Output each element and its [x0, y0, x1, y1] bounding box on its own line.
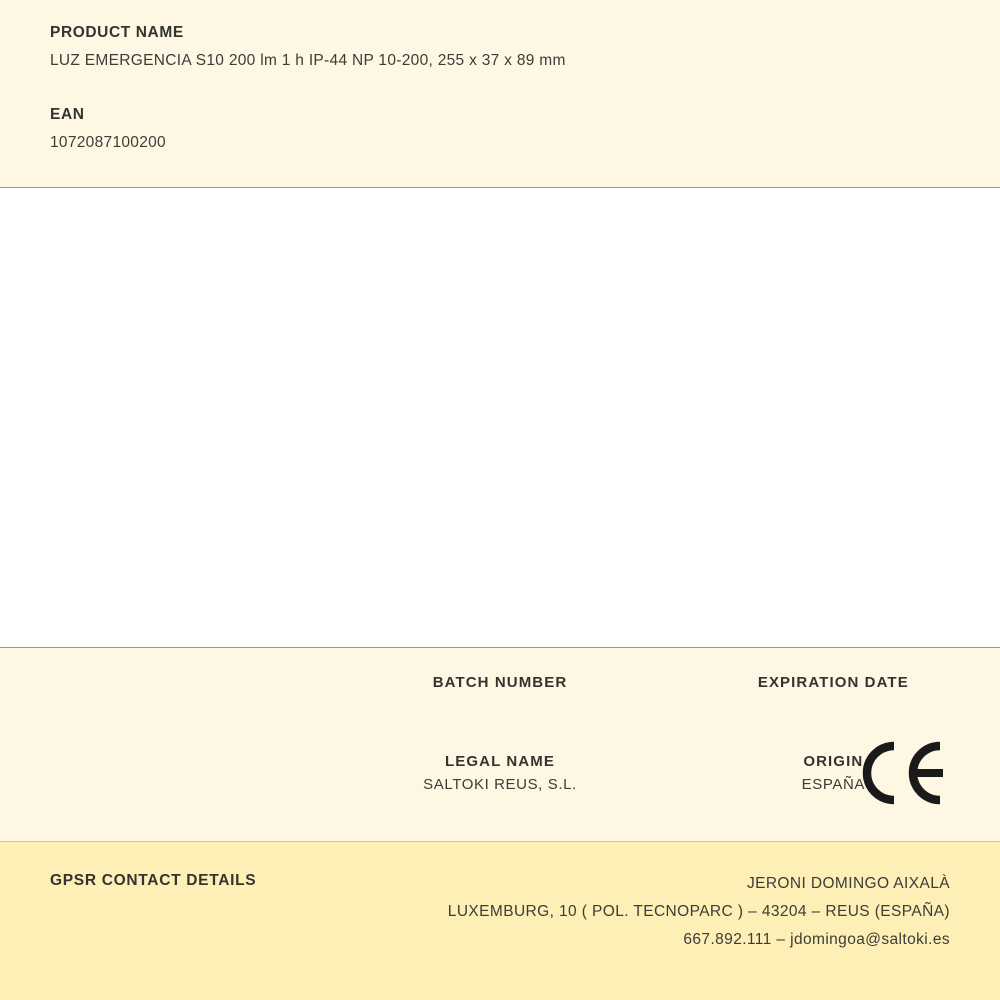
batch-number-label: BATCH NUMBER: [432, 674, 568, 691]
blank-content-area: [0, 188, 1000, 648]
ean-value: 1072087100200: [50, 134, 166, 151]
ean-label: EAN: [50, 106, 85, 123]
gpsr-contact-line-1: JERONI DOMINGO AIXALÀ: [746, 875, 950, 892]
info-row-two: [0, 753, 1000, 793]
gpsr-footer-section: [0, 842, 1000, 1000]
expiration-date-block: [667, 674, 1000, 697]
gpsr-contact-line-2: LUXEMBURG, 10 ( POL. TECNOPARC ) – 43204 – REUS (ESPAÑA): [447, 903, 950, 920]
batch-number-block: [333, 674, 666, 697]
origin-value: ESPAÑA: [801, 776, 865, 793]
expiration-date-label: EXPIRATION DATE: [757, 674, 909, 691]
batch-origin-section: [0, 648, 1000, 842]
info-row-one-spacer: [0, 674, 333, 697]
origin-label: ORIGIN: [803, 753, 864, 770]
ean-block: [50, 106, 950, 152]
product-name-label: PRODUCT NAME: [50, 24, 184, 41]
origin-block: [667, 753, 1000, 793]
gpsr-label: GPSR CONTACT DETAILS: [50, 872, 257, 889]
product-info-section: [0, 0, 1000, 188]
legal-name-label: LEGAL NAME: [445, 753, 555, 770]
product-name-block: [50, 24, 950, 70]
ce-mark-icon: [858, 740, 944, 806]
legal-name-block: [333, 753, 666, 793]
legal-name-value: SALTOKI REUS, S.L.: [423, 776, 577, 793]
gpsr-contact-lines: [448, 870, 950, 954]
product-name-value: LUZ EMERGENCIA S10 200 lm 1 h IP-44 NP 10-200, 255 x 37 x 89 mm: [50, 52, 566, 69]
gpsr-contact-line-3: 667.892.111 – jdomingoa@saltoki.es: [683, 931, 950, 948]
info-row-one: [0, 674, 1000, 697]
info-row-two-spacer: [0, 753, 333, 793]
